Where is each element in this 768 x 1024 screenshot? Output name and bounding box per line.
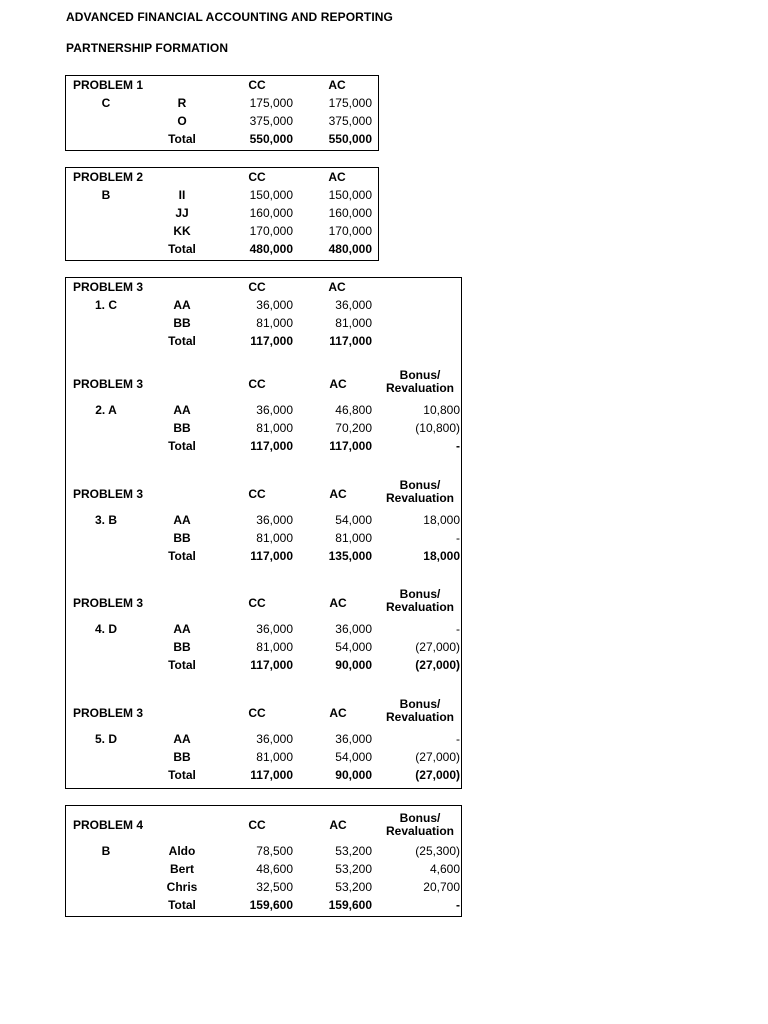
- problem-3-label: PROBLEM 3: [73, 596, 144, 610]
- ac-header: AC: [329, 377, 347, 391]
- problem-2-label: PROBLEM 2: [73, 170, 144, 184]
- ac-header: AC: [329, 706, 347, 720]
- ac-total: 135,000: [328, 549, 372, 563]
- partner-name: BB: [173, 421, 191, 435]
- table-row: [66, 860, 461, 878]
- bonus-header-line-2: Revaluation: [385, 600, 454, 614]
- problem-4-header-row: [66, 811, 461, 838]
- problem-3-part-2-header-row: [66, 368, 461, 395]
- cc-header: CC: [248, 706, 266, 720]
- partner-name: BB: [173, 316, 191, 330]
- cc-total: 550,000: [249, 132, 293, 146]
- table-row: [66, 112, 378, 130]
- ac-total: 90,000: [335, 658, 372, 672]
- ac-value: 81,000: [335, 316, 372, 330]
- bonus-revaluation-header: [382, 698, 458, 724]
- cc-total: 117,000: [250, 549, 293, 563]
- cc-total: 480,000: [249, 242, 293, 256]
- problem-3-answer: 5. D: [94, 732, 117, 746]
- total-row: [66, 332, 461, 350]
- cc-value: 81,000: [256, 640, 293, 654]
- cc-value: 81,000: [256, 421, 293, 435]
- bonus-header-line-2: Revaluation: [385, 491, 454, 505]
- bonus-header-line-1: Bonus/: [399, 368, 441, 382]
- cc-header: CC: [248, 818, 266, 832]
- partner-name: AA: [173, 513, 191, 527]
- ac-value: 375,000: [328, 114, 372, 128]
- bonus-value: (27,000): [415, 640, 460, 654]
- problem-2-box: [65, 167, 379, 261]
- problem-1-box: [65, 75, 379, 151]
- ac-value: 170,000: [328, 224, 372, 238]
- ac-value: 70,200: [335, 421, 372, 435]
- ac-total: 117,000: [329, 334, 372, 348]
- bonus-revaluation-header: [382, 369, 458, 395]
- table-row: [66, 620, 461, 638]
- table-row: [66, 222, 378, 240]
- ac-header: AC: [328, 78, 346, 92]
- partner-name: R: [177, 96, 187, 110]
- table-row: [66, 730, 461, 748]
- problem-3-label: PROBLEM 3: [73, 487, 144, 501]
- ac-total: 550,000: [328, 132, 372, 146]
- bonus-value: 18,000: [423, 513, 460, 527]
- problem-3-answer: 4. D: [94, 622, 117, 636]
- table-row: [66, 186, 378, 204]
- cc-value: 32,500: [256, 880, 293, 894]
- table-row: [66, 204, 378, 222]
- bonus-total: 18,000: [423, 549, 460, 563]
- ac-header: AC: [329, 818, 347, 832]
- bonus-total: (27,000): [415, 658, 460, 672]
- partner-name: II: [178, 188, 186, 202]
- ac-header: AC: [328, 280, 346, 294]
- ac-value: 150,000: [328, 188, 372, 202]
- bonus-revaluation-header: [382, 479, 458, 505]
- bonus-value: 4,600: [429, 862, 460, 876]
- partner-name: Bert: [169, 862, 194, 876]
- partner-name: BB: [173, 531, 191, 545]
- bonus-value: (10,800): [415, 421, 460, 435]
- cc-header: CC: [248, 280, 266, 294]
- bonus-value: (25,300): [415, 844, 460, 858]
- bonus-header-line-1: Bonus/: [399, 697, 441, 711]
- table-row: [66, 511, 461, 529]
- partner-name: BB: [173, 750, 191, 764]
- partner-name: KK: [173, 224, 191, 238]
- total-label: Total: [168, 549, 196, 563]
- document-subtitle: PARTNERSHIP FORMATION: [66, 41, 229, 55]
- table-row: [66, 842, 461, 860]
- bonus-value: -: [456, 622, 460, 636]
- cc-value: 36,000: [256, 403, 293, 417]
- total-row: [66, 130, 378, 148]
- total-row: [66, 896, 461, 914]
- problem-4-label: PROBLEM 4: [73, 818, 144, 832]
- ac-value: 46,800: [335, 403, 372, 417]
- bonus-value: (27,000): [415, 750, 460, 764]
- partner-name: AA: [173, 298, 191, 312]
- partner-name: AA: [173, 622, 191, 636]
- total-label: Total: [168, 242, 196, 256]
- total-row: [66, 437, 461, 455]
- bonus-header-line-1: Bonus/: [399, 587, 441, 601]
- cc-header: CC: [248, 487, 266, 501]
- ac-value: 36,000: [335, 732, 372, 746]
- table-row: [66, 638, 461, 656]
- problem-3-part-4-header-row: [66, 587, 461, 614]
- ac-value: 81,000: [335, 531, 372, 545]
- total-label: Total: [168, 658, 196, 672]
- bonus-revaluation-header: [382, 588, 458, 614]
- partner-name: Chris: [166, 880, 198, 894]
- cc-value: 375,000: [249, 114, 293, 128]
- problem-3-part-3-header-row: [66, 478, 461, 505]
- cc-total: 117,000: [250, 658, 293, 672]
- bonus-value: 10,800: [423, 403, 460, 417]
- problem-3-answer: 2. A: [95, 403, 117, 417]
- problem-2-answer: B: [101, 188, 111, 202]
- cc-header: CC: [248, 170, 266, 184]
- table-row: [66, 419, 461, 437]
- cc-value: 36,000: [256, 513, 293, 527]
- ac-header: AC: [329, 487, 347, 501]
- cc-value: 36,000: [256, 732, 293, 746]
- table-row: [66, 878, 461, 896]
- problem-3-label: PROBLEM 3: [73, 280, 144, 294]
- cc-total: 117,000: [250, 768, 293, 782]
- document-title: ADVANCED FINANCIAL ACCOUNTING AND REPORTING: [66, 10, 393, 24]
- partner-name: AA: [173, 732, 191, 746]
- table-row: [66, 94, 378, 112]
- ac-total: 480,000: [328, 242, 372, 256]
- ac-value: 36,000: [335, 298, 372, 312]
- table-row: [66, 296, 461, 314]
- problem-3-part-1-header-row: [66, 278, 461, 296]
- total-label: Total: [168, 768, 196, 782]
- cc-value: 36,000: [256, 298, 293, 312]
- bonus-header-line-2: Revaluation: [385, 710, 454, 724]
- problem-3-answer: 1. C: [94, 298, 117, 312]
- problem-4-box: [65, 805, 462, 917]
- bonus-revaluation-header: Bonus/ Revaluation: [385, 811, 454, 838]
- cc-value: 150,000: [249, 188, 293, 202]
- total-label: Total: [168, 439, 196, 453]
- ac-value: 160,000: [328, 206, 372, 220]
- partner-name: JJ: [175, 206, 189, 220]
- cc-header: CC: [248, 377, 266, 391]
- ac-total: 159,600: [328, 898, 372, 912]
- total-label: Total: [168, 898, 196, 912]
- cc-total: 117,000: [250, 334, 293, 348]
- bonus-header-line-2: Revaluation: [385, 381, 454, 395]
- total-row: [66, 240, 378, 258]
- total-row: [66, 547, 461, 565]
- bonus-header-line-1: Bonus/: [399, 478, 441, 492]
- ac-header: AC: [328, 170, 346, 184]
- ac-value: 53,200: [335, 880, 372, 894]
- cc-value: 36,000: [256, 622, 293, 636]
- problem-3-answer: 3. B: [94, 513, 117, 527]
- ac-value: 54,000: [335, 750, 372, 764]
- problem-3-part-5-header-row: [66, 697, 461, 724]
- total-row: [66, 656, 461, 674]
- ac-total: 90,000: [335, 768, 372, 782]
- cc-value: 78,500: [256, 844, 293, 858]
- bonus-total: -: [456, 439, 460, 453]
- bonus-value: -: [456, 531, 460, 545]
- table-row: [66, 401, 461, 419]
- cc-header: CC: [248, 78, 266, 92]
- bonus-total: -: [456, 898, 460, 912]
- problem-3-label: PROBLEM 3: [73, 377, 144, 391]
- partner-name: O: [177, 114, 187, 128]
- bonus-value: 20,700: [423, 880, 460, 894]
- problem-2-header-row: [66, 168, 378, 186]
- cc-value: 81,000: [256, 531, 293, 545]
- total-label: Total: [168, 132, 196, 146]
- total-label: Total: [168, 334, 196, 348]
- ac-header: AC: [329, 596, 347, 610]
- cc-value: 175,000: [249, 96, 293, 110]
- bonus-value: -: [456, 732, 460, 746]
- cc-total: 159,600: [249, 898, 293, 912]
- cc-value: 48,600: [256, 862, 293, 876]
- total-row: [66, 766, 461, 784]
- cc-value: 160,000: [249, 206, 293, 220]
- table-row: [66, 529, 461, 547]
- partner-name: Aldo: [168, 844, 196, 858]
- table-row: [66, 314, 461, 332]
- problem-3-label: PROBLEM 3: [73, 706, 144, 720]
- bonus-total: (27,000): [415, 768, 460, 782]
- cc-header: CC: [248, 596, 266, 610]
- partner-name: AA: [173, 403, 191, 417]
- table-row: [66, 748, 461, 766]
- cc-value: 81,000: [256, 316, 293, 330]
- ac-value: 54,000: [335, 513, 372, 527]
- problem-3-box: [65, 277, 462, 789]
- problem-1-answer: C: [101, 96, 111, 110]
- cc-value: 81,000: [256, 750, 293, 764]
- ac-value: 54,000: [335, 640, 372, 654]
- ac-value: 36,000: [335, 622, 372, 636]
- problem-4-answer: B: [101, 844, 111, 858]
- ac-value: 53,200: [335, 862, 372, 876]
- partner-name: BB: [173, 640, 191, 654]
- cc-total: 117,000: [250, 439, 293, 453]
- ac-value: 53,200: [335, 844, 372, 858]
- ac-total: 117,000: [329, 439, 372, 453]
- cc-value: 170,000: [249, 224, 293, 238]
- problem-1-label: PROBLEM 1: [73, 78, 144, 92]
- problem-1-header-row: [66, 76, 378, 94]
- ac-value: 175,000: [328, 96, 372, 110]
